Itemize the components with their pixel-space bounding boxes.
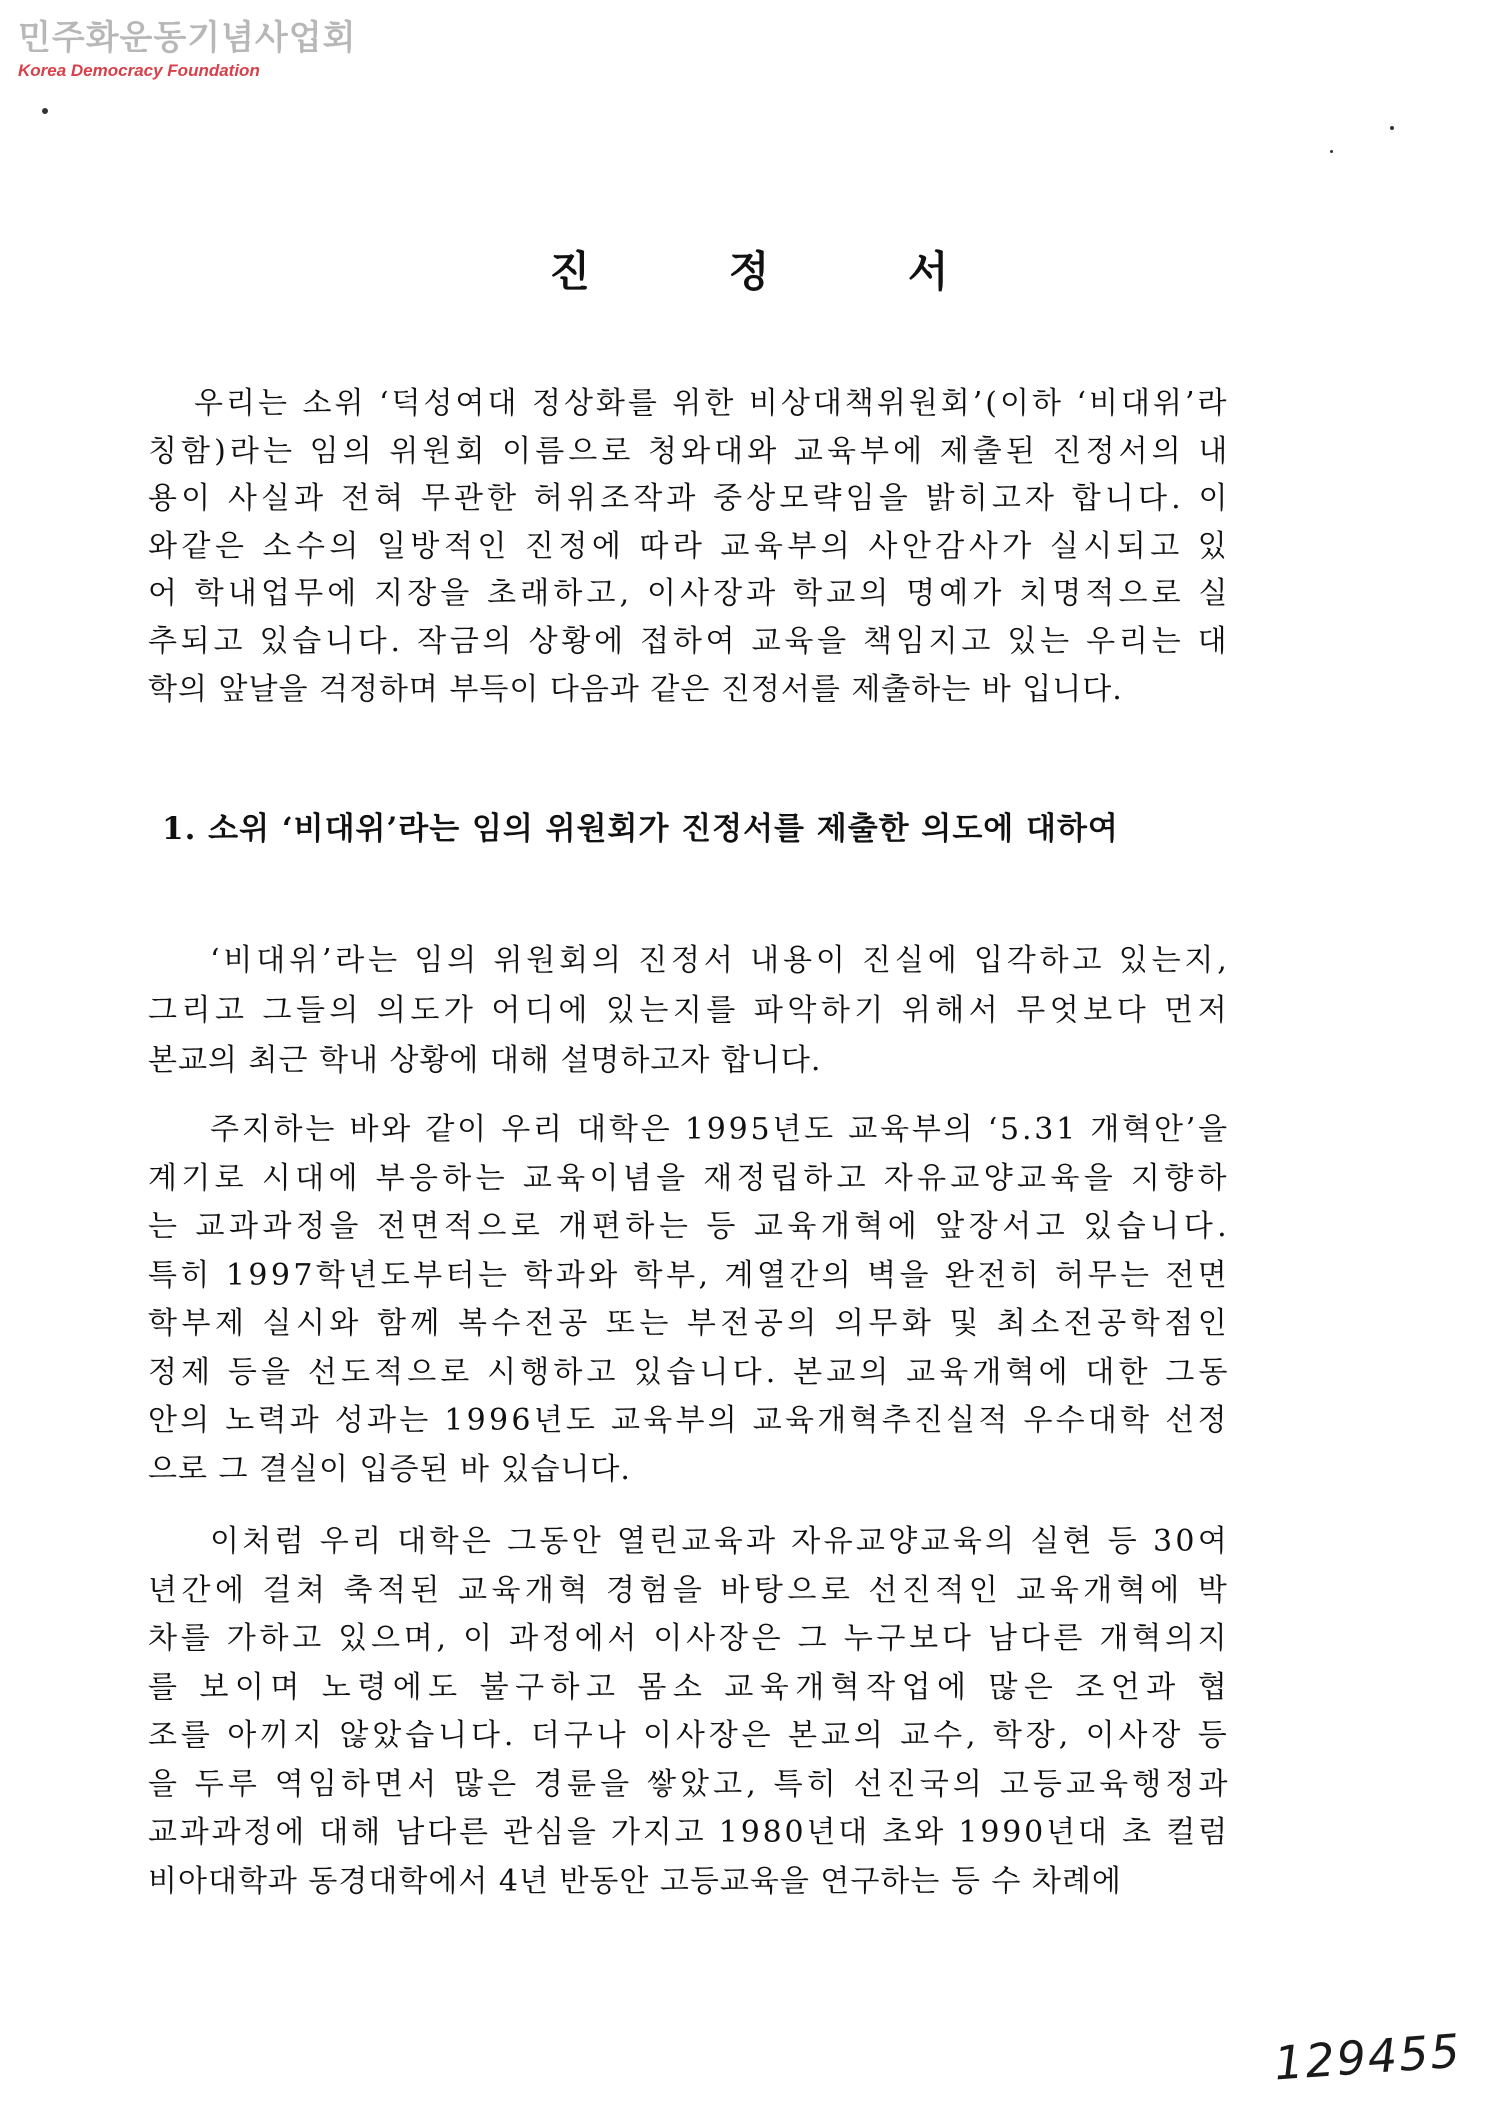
- text-line: 교과과정에 대해 남다른 관심을 가지고 1980년대 초와 1990년대 초 컬럼: [148, 1815, 1230, 1850]
- text-line: 학의 앞날을 걱정하며 부득이 다음과 같은 진정서를 제출하는 바 입니다.: [148, 671, 1123, 707]
- body-paragraph: [148, 1106, 1232, 1494]
- text-line: 안의 노력과 성과는 1996년도 교육부의 교육개혁추진실적 우수대학 선정: [148, 1403, 1230, 1438]
- foundation-watermark: [18, 18, 356, 82]
- body-paragraph: [148, 1518, 1234, 1906]
- text-line: 비아대학과 동경대학에서 4년 반동안 고등교육을 연구하는 등 수 차례에: [148, 1863, 1122, 1899]
- text-line: 그리고 그들의 의도가 어디에 있는지를 파악하기 위해서 무엇보다 먼저: [148, 993, 1232, 1028]
- handwritten-document-number: 129455: [1272, 2023, 1464, 2091]
- text-line: ‘비대위’라는 임의 위원회의 진정서 내용이 진실에 입각하고 있는지,: [210, 943, 1231, 978]
- text-line: 년간에 걸쳐 축적된 교육개혁 경험을 바탕으로 선진적인 교육개혁에 박: [148, 1572, 1232, 1608]
- body-paragraph: [148, 936, 1232, 1086]
- document-title: 진 정 서: [549, 247, 1011, 296]
- scan-speck: [1330, 150, 1333, 153]
- text-line: 는 교과과정을 전면적으로 개편하는 등 교육개혁에 앞장서고 있습니다.: [148, 1209, 1232, 1244]
- text-line: 주지하는 바와 같이 우리 대학은 1995년도 교육부의 ‘5.31 개혁안’을: [210, 1112, 1230, 1147]
- scan-speck: [42, 108, 48, 114]
- text-line: 본교의 최근 학내 상황에 대해 설명하고자 합니다.: [148, 1043, 822, 1078]
- text-line: 용이 사실과 전혀 무관한 허위조작과 중상모략임을 밝히고자 합니다. 이: [148, 481, 1232, 517]
- text-line: 추되고 있습니다. 작금의 상황에 접하여 교육을 책임지고 있는 우리는 대: [148, 623, 1231, 659]
- text-line: 우리는 소위 ‘덕성여대 정상화를 위한 비상대책위원회’(이하 ‘비대위’라: [194, 386, 1230, 421]
- text-line: 어 학내업무에 지장을 초래하고, 이사장과 학교의 명예가 치명적으로 실: [148, 576, 1232, 612]
- text-line: 학부제 실시와 함께 복수전공 또는 부전공의 의무화 및 최소전공학점인: [148, 1306, 1232, 1341]
- text-line: 와같은 소수의 일방적인 진정에 따라 교육부의 사안감사가 실시되고 있: [148, 528, 1232, 564]
- text-line: 특히 1997학년도부터는 학과와 학부, 계열간의 벽을 완전히 허무는 전면: [148, 1257, 1231, 1293]
- text-line: 차를 가하고 있으며, 이 과정에서 이사장은 그 누구보다 남다른 개혁의지: [148, 1621, 1231, 1656]
- scan-speck: [1390, 126, 1394, 130]
- text-line: 칭함)라는 임의 위원회 이름으로 청와대와 교육부에 제출된 진정서의 내: [148, 433, 1232, 469]
- text-line: 으로 그 결실이 입증된 바 있습니다.: [148, 1451, 631, 1487]
- text-line: 이처럼 우리 대학은 그동안 열린교육과 자유교양교육의 실현 등 30여: [210, 1524, 1231, 1559]
- watermark-english: Korea Democracy Foundation: [18, 61, 260, 80]
- watermark-korean: 민주화운동기념사업회: [18, 18, 357, 58]
- intro-paragraph: [148, 380, 1232, 713]
- text-line: 계기로 시대에 부응하는 교육이념을 재정립하고 자유교양교육을 지향하: [148, 1160, 1231, 1196]
- text-line: 정제 등을 선도적으로 시행하고 있습니다. 본교의 교육개혁에 대한 그동: [148, 1354, 1232, 1390]
- text-line: 를 보이며 노령에도 불구하고 몸소 교육개혁작업에 많은 조언과 협: [148, 1669, 1234, 1705]
- section-heading: 1. 소위 ‘비대위’라는 임의 위원회가 진정서를 제출한 의도에 대하여: [162, 811, 1119, 847]
- text-line: 조를 아끼지 않았습니다. 더구나 이사장은 본교의 교수, 학장, 이사장 등: [148, 1718, 1231, 1753]
- text-line: 을 두루 역임하면서 많은 경륜을 쌓았고, 특히 선진국의 고등교육행정과: [148, 1766, 1232, 1802]
